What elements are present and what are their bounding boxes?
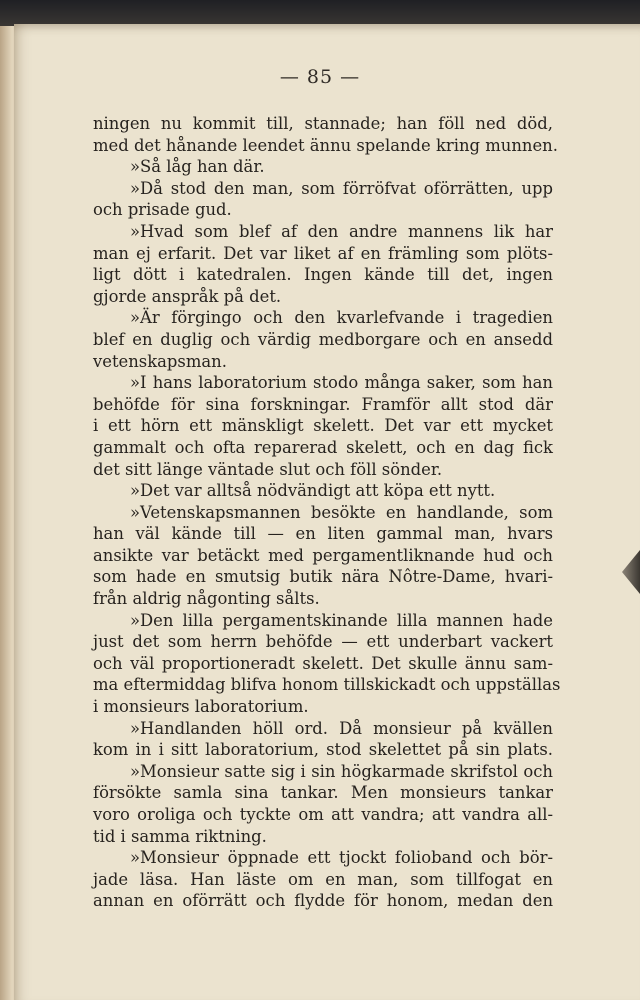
text-line: blef en duglig och värdig medborgare och en ansedd bbox=[93, 329, 553, 349]
text-line: ma eftermiddag blifva honom tillskickadt och uppställas bbox=[93, 675, 561, 695]
text-line: som hade en smutsig butik nära Nôtre-Dame, hvari- bbox=[93, 567, 553, 587]
text-line: jade läsa. Han läste om en man, som tillfogat en bbox=[93, 869, 553, 889]
text-line: »Monsieur öppnade ett tjockt folioband och bör- bbox=[130, 848, 553, 868]
text-line: gjorde anspråk på det. bbox=[93, 286, 282, 306]
text-line: i ett hörn ett mänskligt skelett. Det var ett mycket bbox=[93, 416, 553, 436]
text-line: »Hvad som blef af den andre mannens lik har bbox=[130, 221, 553, 241]
text-line: kom in i sitt laboratorium, stod skelettet på sin plats. bbox=[93, 740, 553, 760]
text-line: ansikte var betäckt med pergamentliknande hud och bbox=[93, 545, 553, 565]
page-number: — 85 — bbox=[279, 66, 361, 88]
text-line: från aldrig någonting sålts. bbox=[93, 589, 320, 609]
text-line: och väl proportioneradt skelett. Det skulle ännu sam- bbox=[93, 653, 553, 673]
text-line: »Handlanden höll ord. Då monsieur på kvällen bbox=[130, 718, 553, 738]
text-line: »Är förgingo och den kvarlefvande i tragedien bbox=[130, 308, 553, 328]
text-line: annan en oförrätt och flydde för honom, medan den bbox=[93, 891, 553, 911]
text-line: ligt dött i katedralen. Ingen kände till det, ingen bbox=[93, 265, 553, 285]
text-line: han väl kände till — en liten gammal man, hvars bbox=[93, 524, 553, 544]
text-line: försökte samla sina tankar. Men monsieurs tankar bbox=[93, 783, 553, 803]
text-line: tid i samma riktning. bbox=[93, 826, 267, 846]
text-line: »I hans laboratorium stodo många saker, som han bbox=[130, 373, 553, 393]
text-line: gammalt och ofta reparerad skelett, och en dag fick bbox=[93, 437, 553, 457]
text-line: »Vetenskapsmannen besökte en handlande, som bbox=[130, 502, 553, 522]
text-line: behöfde för sina forskningar. Framför allt stod där bbox=[93, 394, 553, 414]
text-line: »Så låg han där. bbox=[130, 157, 265, 177]
book-cover-edge bbox=[0, 0, 640, 26]
body-text bbox=[93, 113, 561, 912]
text-line: i monsieurs laboratorium. bbox=[93, 697, 309, 717]
text-line: vetenskapsman. bbox=[93, 351, 227, 371]
text-line: »Då stod den man, som förröfvat oförrätten, upp bbox=[130, 178, 553, 198]
text-line: med det hånande leendet ännu spelande kring munnen. bbox=[93, 135, 558, 155]
text-line: »Det var alltså nödvändigt att köpa ett nytt. bbox=[130, 481, 496, 501]
text-line: ningen nu kommit till, stannade; han föll ned död, bbox=[93, 114, 553, 133]
text-line: det sitt länge väntade slut och föll sönder. bbox=[93, 459, 443, 479]
text-line: »Den lilla pergamentskinande lilla mannen hade bbox=[130, 610, 553, 630]
text-line: man ej erfarit. Det var liket af en främling som plöts- bbox=[93, 243, 553, 263]
text-line: just det som herrn behöfde — ett underbart vackert bbox=[93, 632, 553, 652]
text-line: och prisade gud. bbox=[93, 200, 232, 220]
text-line: voro oroliga och tyckte om att vandra; att vandra all- bbox=[93, 805, 553, 824]
text-line: »Monsieur satte sig i sin högkarmade skrifstol och bbox=[130, 761, 553, 781]
